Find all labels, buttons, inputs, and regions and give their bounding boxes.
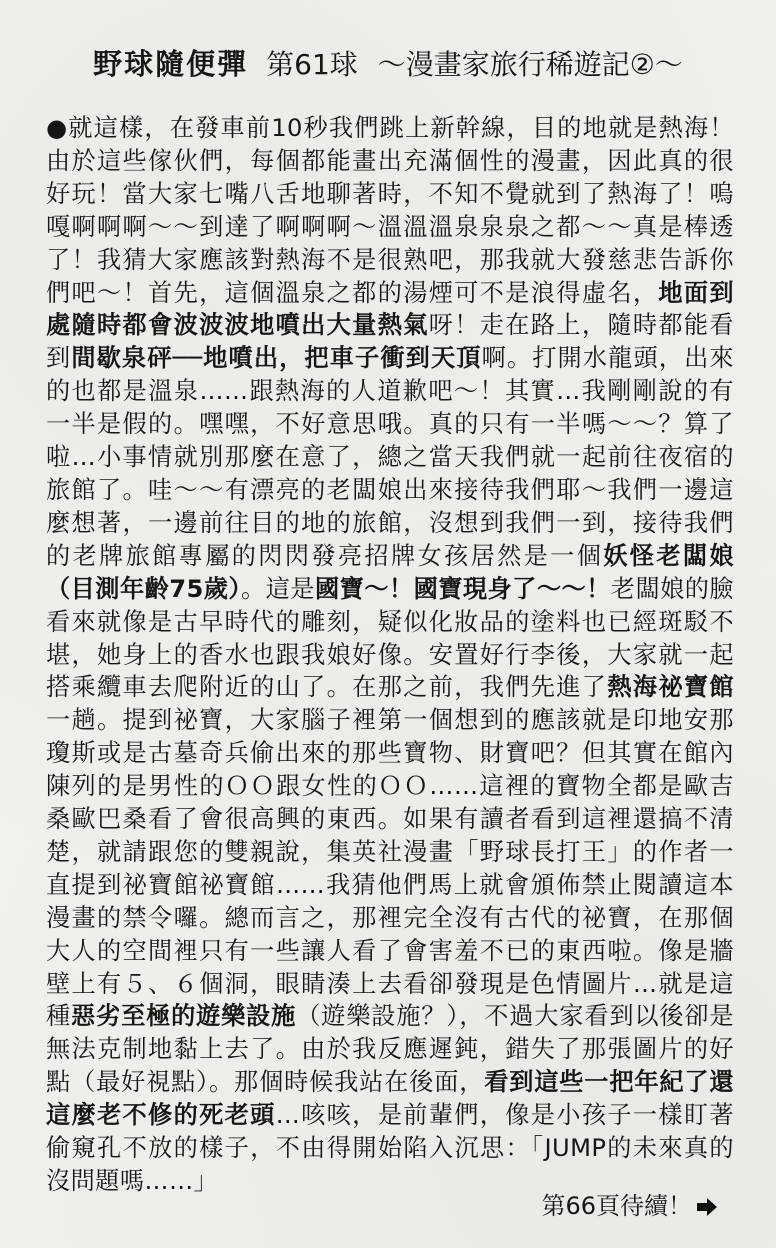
right-pointing-hand-arrow-icon [696, 1197, 718, 1217]
body-text-segment: 呀！走在路上，隨時都能看到 [46, 311, 734, 373]
emphasis-text: 看到這些一把年紀了還這麼老不修的死老頭 [46, 1068, 734, 1130]
continued-note [541, 1190, 718, 1222]
emphasis-text: 熱海祕寶館 [607, 673, 734, 702]
episode-number: 第61球 [266, 48, 358, 81]
episode-subtitle: ～漫畫家旅行稀遊記②～ [377, 48, 683, 81]
emphasis-text: 地面到處隨時都會波波波地噴出大量熱氣 [46, 278, 734, 340]
page-header [0, 44, 776, 85]
emphasis-text: 惡劣至極的遊樂設施 [71, 1002, 297, 1031]
body-text-segment: 啊。打開水龍頭，出來的也都是溫泉……跟熱海的人道歉吧～！其實…我剛剛說的有一半是假的。嘿嘿，不好意思哦。真的只有一半嗎～～？算了啦…小事情就別那麼在意了，總之當天我們就一起前往夜宿的旅館了。哇～～有漂亮的老闆娘出來接待我們耶～我們一邊這麼想著，一邊前往目的地的旅館，沒想到我們一到，接待我們的老牌旅館專屬的閃閃發亮招牌女孩居然是一個 [46, 344, 734, 570]
emphasis-text: 間歇泉砰──地噴出，把車子衝到天頂 [71, 344, 482, 373]
emphasis-text: 妖怪老闆娘（目測年齡75歲） [46, 541, 734, 603]
body-text-segment: 。這是 [241, 574, 315, 603]
continued-text: 第66頁待續！ [541, 1192, 692, 1220]
body-text-segment: 一趟。提到祕寶，大家腦子裡第一個想到的應該就是印地安那瓊斯或是古墓奇兵偷出來的那些寶物、財寶吧？但其實在館內陳列的是男性的ＯＯ跟女性的ＯＯ……這裡的寶物全都是歐吉桑歐巴桑看了會很高興的東西。如果有讀者看到這裡還搞不清楚，就請跟您的雙親說，集英社漫畫「野球長打王」的作者一直提到祕寶館祕寶館……我猜他們馬上就會頒佈禁止閱讀這本漫畫的禁令囉。總而言之，那裡完全沒有古代的祕寶，在那個大人的空間裡只有一些讓人看了會害羞不已的東西啦。像是牆壁上有５、６個洞，眼睛湊上去看卻發現是色情圖片…就是這種 [46, 706, 734, 1031]
body-text-segment: ●就這樣，在發車前10秒我們跳上新幹線，目的地就是熱海！由於這些傢伙們，每個都能畫出充滿個性的漫畫，因此真的很好玩！當大家七嘴八舌地聊著時，不知不覺就到了熱海了！嗚嘎啊啊啊～～到達了啊啊啊～溫溫溫泉泉泉之都～～真是棒透了！我猜大家應該對熱海不是很熟吧，那我就大發慈悲告訴你們吧～！首先，這個溫泉之都的湯煙可不是浪得虛名， [46, 114, 734, 307]
body-text-segment: （遊樂設施？），不過大家看到以後卻是無法克制地黏上去了。由於我反應遲鈍，錯失了那張圖片的好點（最好視點）。那個時候我站在後面， [46, 1002, 734, 1097]
body-text-segment: 老闆娘的臉看來就像是古早時代的雕刻，疑似化妝品的塗料也已經斑駁不堪，她身上的香水也跟我娘好像。安置好行李後，大家就一起搭乘纜車去爬附近的山了。在那之前，我們先進了 [46, 574, 734, 702]
emphasis-text: 國寶～！國寶現身了～～！ [314, 574, 611, 603]
body-text-segment: …咳咳，是前輩們，像是小孩子一樣盯著偷窺孔不放的樣子，不由得開始陷入沉思：「JUMP的未來真的沒問題嗎……」 [46, 1101, 734, 1195]
series-title: 野球隨便彈 [93, 47, 249, 81]
article-body [46, 112, 734, 1198]
